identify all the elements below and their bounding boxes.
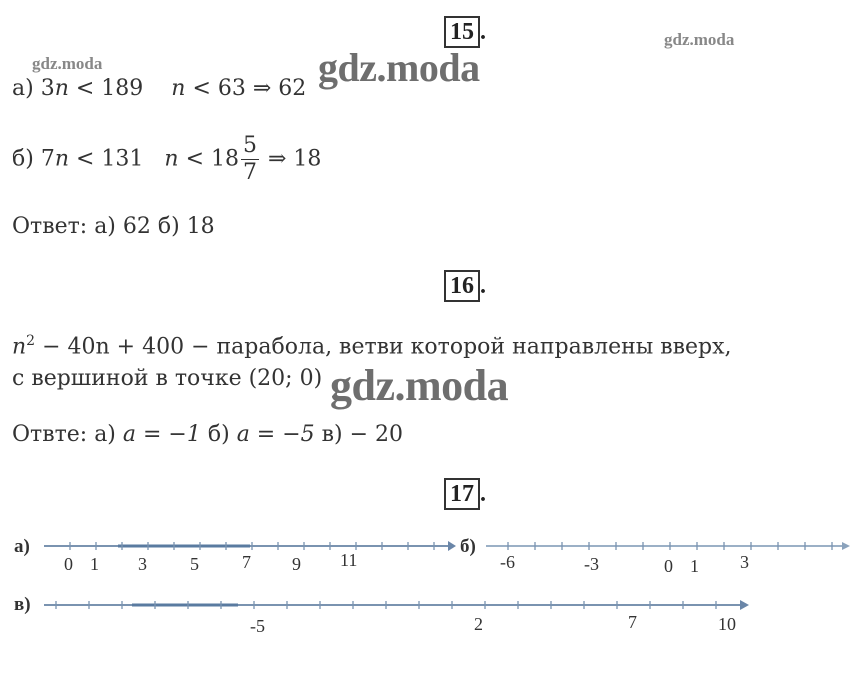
watermark-big-middle: gdz.moda	[330, 361, 509, 410]
watermark-big-top: gdz.moda	[318, 45, 480, 90]
line-b-ineq: < 131	[69, 146, 144, 172]
answer-b: a = −5	[236, 422, 315, 447]
numberline-a-label: а)	[14, 536, 30, 557]
answer-prefix: Отвте: а)	[12, 422, 123, 447]
tick-label: 5	[190, 554, 199, 574]
line-b-prefix: б) 7	[12, 146, 55, 172]
watermark-small-right: gdz.moda	[664, 30, 735, 49]
expr-var: n	[12, 334, 27, 360]
line-a-rest: < 63 ⇒ 62	[185, 76, 307, 101]
tick-label: -3	[584, 554, 599, 574]
line-b-var: n	[54, 146, 69, 172]
tick-label: -5	[250, 616, 265, 636]
fraction-numerator: 5	[243, 133, 257, 158]
line-a-prefix: а) 3	[12, 76, 55, 101]
answer-mid: б)	[200, 422, 237, 447]
line-a-ineq: < 189	[68, 76, 144, 101]
tick-label: 3	[138, 554, 147, 574]
tick-label: 1	[690, 556, 699, 576]
tick-label: 2	[474, 614, 483, 634]
numberline-c	[44, 600, 749, 636]
tick-label: 1	[90, 554, 99, 574]
tick-label: 0	[664, 556, 673, 576]
tick-label: 11	[340, 550, 358, 570]
tick-label: 9	[292, 554, 301, 574]
numberline-b-label: б)	[460, 536, 476, 557]
line-b-lt: < 18	[178, 146, 239, 172]
tick-label: 3	[740, 552, 749, 572]
problem-17-number: 17 .	[444, 478, 486, 510]
answer-end: в) − 20	[314, 422, 404, 447]
line-b-var2: n	[164, 146, 179, 172]
line1-rest: − 40n + 400 − парабола, ветви которой направлены вверх,	[35, 334, 732, 360]
numberline-c-label: в)	[14, 594, 31, 615]
numberline-a	[44, 541, 456, 574]
problem-15-answer: Ответ: а) 62 б) 18	[12, 214, 215, 239]
problem-15-number: 15 .	[444, 16, 486, 48]
problem-16-line-2: с вершиной в точке (20; 0)	[12, 366, 323, 391]
tick-label: 7	[628, 612, 637, 632]
problem-number-box: 16	[444, 270, 480, 302]
tick-label: -6	[500, 552, 515, 572]
numberline-b	[486, 542, 850, 576]
tick-label: 0	[64, 554, 73, 574]
tick-label: 10	[718, 614, 736, 634]
line-a-var: n	[54, 76, 69, 101]
line-a-var2: n	[171, 76, 186, 101]
watermark-small-left: gdz.moda	[32, 54, 103, 73]
problem-number-box: 17	[444, 478, 480, 510]
expr-sup: 2	[26, 333, 36, 349]
tick-label: 7	[242, 552, 251, 572]
line-b-rest: ⇒ 18	[261, 146, 322, 172]
problem-number-box: 15	[444, 16, 480, 48]
problem-16-number: 16 .	[444, 270, 486, 302]
fraction-denominator: 7	[243, 160, 257, 185]
answer-a: a = −1	[122, 422, 201, 447]
